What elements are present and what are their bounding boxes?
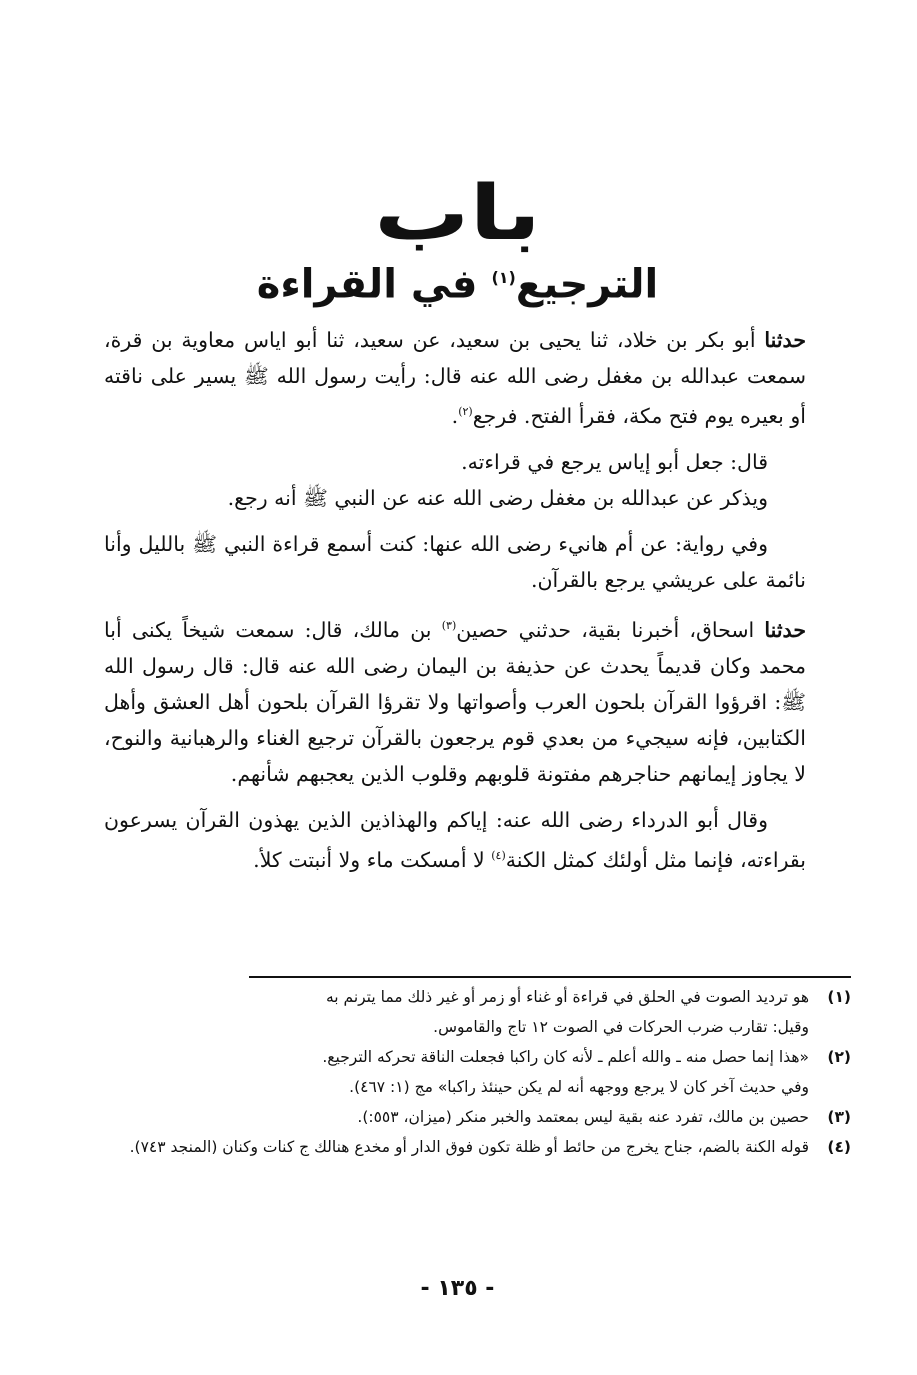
footnote-number: (٢) bbox=[828, 1048, 852, 1066]
footnote-continuation: وفي حديث آخر كان لا يرجع ووجهه أنه لم يكن حينئذ راكبا» مج (١: ٤٦٧). bbox=[350, 1078, 810, 1096]
footnote-text: قوله الكنة بالضم، جناح يخرج من حائط أو ظلة تكون فوق الدار أو مخدع هنالك ج كنات وكنان (المنجد ٧٤٣). bbox=[130, 1138, 810, 1156]
paragraph-tail: بن مالك، قال: سمعت شيخاً يكنى أبا محمد وكان قديماً يحدث عن حذيفة بن اليمان رضى الله عنه قال: قال رسول الله ﷺ: اقرؤوا القرآن بلحون العرب وأصواتها ولا تقرؤا القرآن بلحون أهل العشق وأهل الكتابين، فإنه سيجيء من بعدي قوم يرجعون بالقرآن ترجيع الغناء والرهبانية والنوح، لا يجاوز إيمانهم حناجرهم مفتونة قلوبهم وقلوب الذين يعجبهم شأنهم. bbox=[105, 617, 807, 786]
footnote-number: (٣) bbox=[828, 1108, 852, 1126]
footnote-ref: (٤) bbox=[492, 848, 507, 862]
footnote-text: «هذا إنما حصل منه ـ والله أعلم ـ لأنه كان راكبا فجعلت الناقة تحركه الترجيع. bbox=[323, 1048, 810, 1066]
paragraph-text: قال: جعل أبو إياس يرجع في قراءته. bbox=[462, 449, 769, 474]
paragraph bbox=[105, 322, 807, 434]
footnote-ref: (١) bbox=[492, 268, 517, 287]
paragraph-text: ويذكر عن عبدالله بن مغفل رضى الله عنه عن النبي ﷺ أنه رجع. bbox=[228, 485, 769, 510]
paragraph-text: وفي رواية: عن أم هانيء رضى الله عنها: كنت أسمع قراءة النبي ﷺ بالليل وأنا نائمة على عريشي يرجع بالقرآن. bbox=[105, 531, 807, 592]
paragraph bbox=[105, 802, 807, 878]
footnote bbox=[100, 982, 852, 1012]
paragraph-text: وقال أبو الدرداء رضى الله عنه: إياكم والهذاذين الذين يهذون القرآن يسرعون بقراءته، فإنما مثل أولئك كمثل الكنة bbox=[105, 807, 807, 872]
paragraph-tail: . bbox=[452, 403, 460, 428]
paragraph bbox=[105, 444, 807, 480]
paragraph bbox=[105, 480, 807, 516]
footnote bbox=[100, 1132, 852, 1162]
chapter-title-rest: في القراءة bbox=[257, 261, 479, 308]
footnote-text: حصين بن مالك، تفرد عنه بقية ليس بمعتمد والخبر منكر (ميزان، ٥٥٣:). bbox=[358, 1108, 810, 1126]
main-text bbox=[105, 322, 807, 887]
footnote-divider bbox=[250, 976, 852, 978]
footnote-continuation: وقيل: تقارب ضرب الحركات في الصوت ١٢ تاج والقاموس. bbox=[434, 1018, 810, 1036]
footnote-number: (١) bbox=[828, 988, 852, 1006]
footnote-number: (٤) bbox=[828, 1138, 852, 1156]
paragraph-lead: حدثنا bbox=[765, 617, 807, 642]
footnote-ref: (٣) bbox=[442, 618, 458, 632]
paragraph-text: أبو بكر بن خلاد، ثنا يحيى بن سعيد، عن سعيد، ثنا أبو اياس معاوية بن قرة، سمعت عبدالله بن مغفل رضى الله عنه قال: رأيت رسول الله ﷺ يسير على ناقته أو بعيره يوم فتح مكة، فقرأ الفتح. فرجع bbox=[105, 328, 807, 428]
chapter-title bbox=[0, 250, 917, 312]
page-number: - ١٣٥ - bbox=[421, 1276, 496, 1301]
chapter-heading: باب bbox=[375, 168, 542, 257]
footnotes bbox=[100, 982, 852, 1162]
footnote bbox=[100, 1102, 852, 1132]
footnote bbox=[100, 1042, 852, 1072]
paragraph bbox=[105, 608, 807, 792]
paragraph-tail: لا أمسكت ماء ولا أنبتت كلأ. bbox=[254, 847, 493, 872]
chapter-title-main: الترجيع bbox=[516, 261, 660, 308]
paragraph bbox=[105, 526, 807, 598]
footnote-text: هو ترديد الصوت في الحلق في قراءة أو غناء أو زمر أو غير ذلك مما يترنم به bbox=[326, 988, 810, 1006]
paragraph-lead: حدثنا bbox=[765, 328, 807, 352]
paragraph-text: اسحاق، أخبرنا بقية، حدثني حصين bbox=[457, 617, 756, 642]
footnote-ref: (٢) bbox=[459, 405, 474, 418]
